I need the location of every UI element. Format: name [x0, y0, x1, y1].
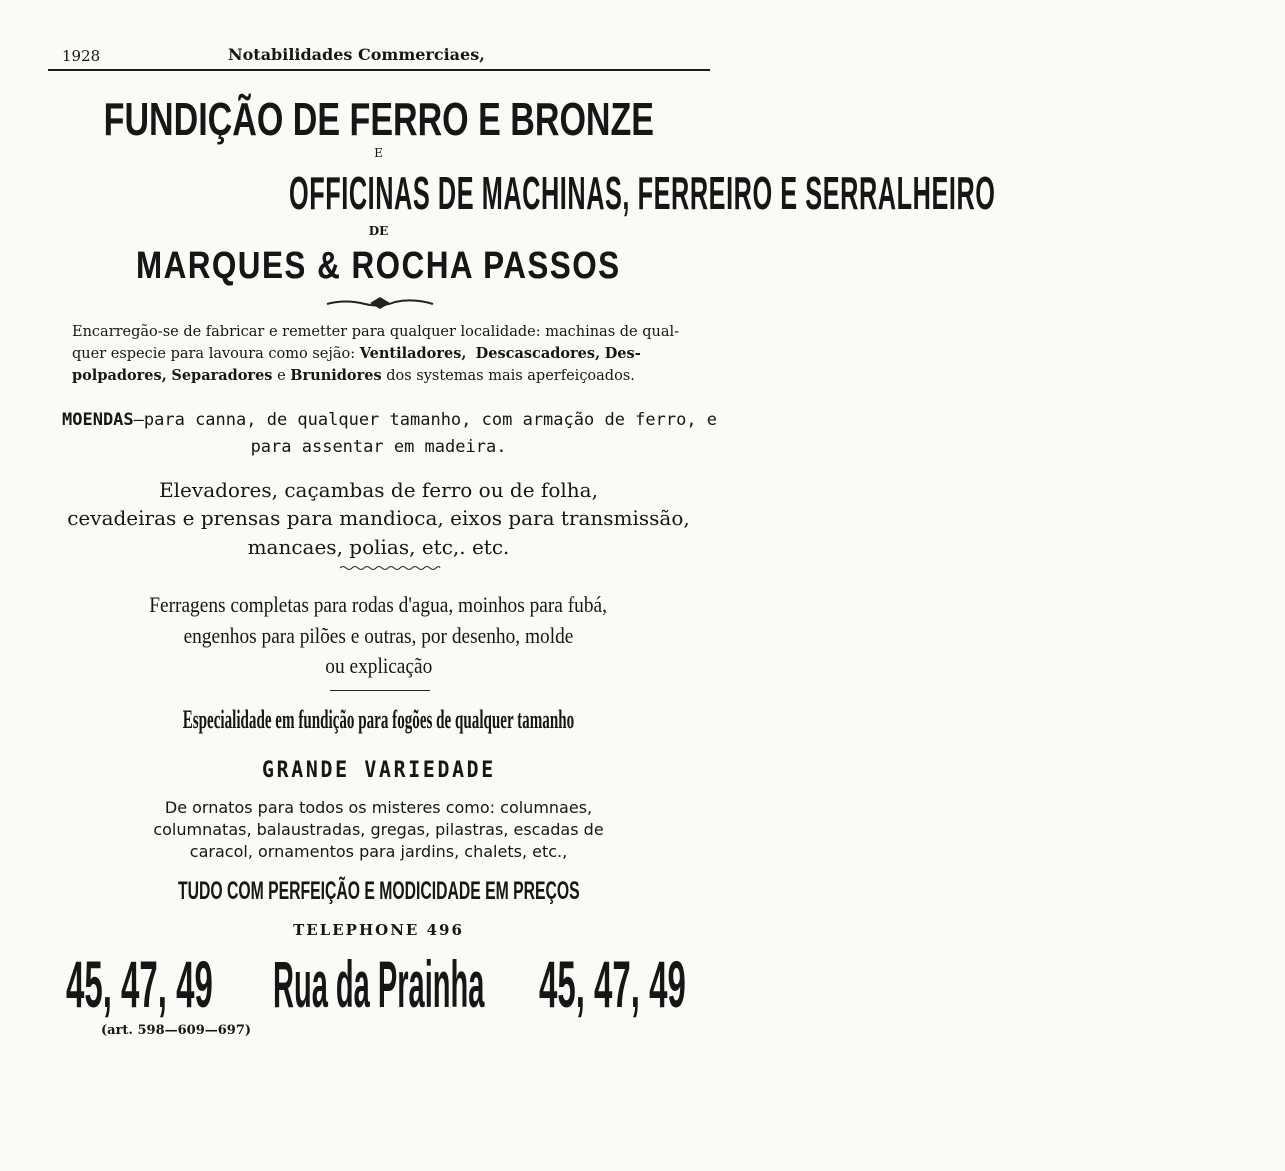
intro-paragraph — [72, 322, 712, 387]
page-number: 1928 — [62, 47, 101, 65]
firm-name: MARQUES & ROCHA PASSOS — [136, 245, 621, 287]
tudo-line — [0, 876, 757, 906]
ferragens-line-3 — [0, 653, 757, 679]
product-descascadores: Descascadores, — [475, 345, 601, 362]
header-rule — [48, 69, 710, 71]
intro-line-1: Encarregão-se de fabricar e remetter para qualquer localidade: machinas de qual- — [72, 324, 680, 340]
product-brunidores: Brunidores — [290, 367, 382, 384]
especialidade-text: Especialidade em fundição para fogões de qualquer tamanho — [182, 705, 575, 734]
telephone-line: TELEPHONE 496 — [293, 921, 464, 939]
moendas-line-2: para assentar em madeira. — [250, 437, 507, 457]
ornatos-line-2: columnatas, balaustradas, gregas, pilastras, escadas de — [153, 820, 604, 839]
article-reference: (art. 598—609—697) — [101, 1023, 252, 1038]
elevadores-line-2: cevadeiras e prensas para mandioca, eixos para transmissão, — [67, 506, 690, 530]
ferragens-text-2: engenhos para pilões e outras, por desenho, molde — [183, 623, 574, 648]
flourish-ornament — [325, 295, 435, 311]
intro-line-3: dos systemas mais aperfeiçoados. — [386, 368, 635, 384]
ferragens-text-3: ou explicação — [325, 653, 432, 678]
firm-name-line — [0, 243, 757, 288]
address-numbers-left: 45, 47, 49 — [66, 947, 213, 1021]
title-line-1 — [0, 92, 757, 146]
short-rule — [330, 690, 430, 691]
title-conjunction-de: DE — [368, 224, 389, 238]
title-workshops: OFFICINAS DE MACHINAS, FERREIRO E SERRALHEIRO — [289, 167, 996, 219]
title-line-2 — [0, 166, 996, 220]
wavy-divider — [340, 564, 440, 572]
address-street: Rua da Prainha — [273, 947, 485, 1021]
especialidade-line — [0, 705, 757, 735]
title-conjunction-e: E — [374, 146, 383, 160]
tudo-text: TUDO COM PERFEIÇÃO E MODICIDADE EM PREÇOS — [177, 877, 580, 905]
title-foundry: FUNDIÇÃO DE FERRO E BRONZE — [103, 93, 654, 145]
elevadores-line-1: Elevadores, caçambas de ferro ou de folha, — [159, 478, 598, 502]
intro-and: e — [277, 368, 286, 384]
moendas-line-1 — [62, 410, 717, 430]
running-title: Notabilidades Commerciaes, — [228, 45, 485, 64]
product-separadores: Separadores — [171, 367, 273, 384]
intro-line-2a: quer especie para lavoura como sejão: — [72, 346, 360, 362]
product-despolpadores-a: Des- — [604, 345, 641, 362]
address-numbers-right: 45, 47, 49 — [539, 947, 686, 1021]
grande-variedade-text: GRANDE VARIEDADE — [261, 758, 496, 783]
product-despolpadores-b: polpadores, — [72, 367, 167, 384]
ornatos-line-1: De ornatos para todos os misteres como: columnaes, — [164, 798, 593, 817]
ferragens-line-2 — [0, 623, 757, 649]
moendas-label: MOENDAS — [62, 410, 134, 430]
moendas-text: —para canna, de qualquer tamanho, com armação de ferro, e — [133, 410, 718, 430]
ferragens-text-1: Ferragens completas para rodas d'agua, moinhos para fubá, — [149, 592, 608, 617]
elevadores-line-3: mancaes, polias, etc,. etc. — [247, 535, 510, 559]
ferragens-line-1 — [0, 592, 757, 618]
product-ventiladores: Ventiladores, — [359, 345, 467, 362]
ornatos-line-3: caracol, ornamentos para jardins, chalets, etc., — [189, 842, 568, 861]
grande-variedade-line — [0, 758, 757, 783]
